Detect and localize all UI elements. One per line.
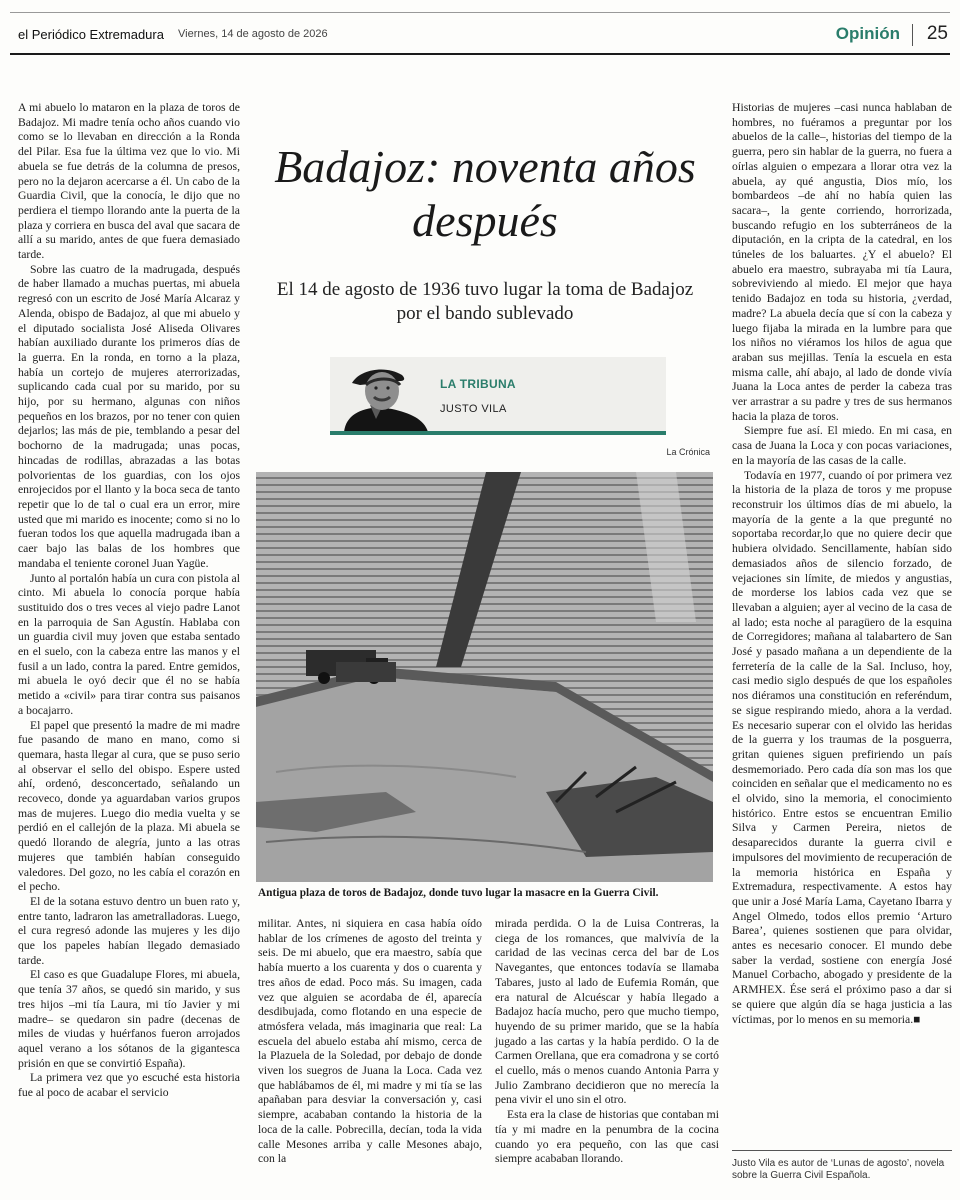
article-column-4 xyxy=(732,101,952,1027)
section-tag: LA TRIBUNA xyxy=(440,377,516,391)
author-name: JUSTO VILA xyxy=(440,403,507,415)
paragraph: Junto al portalón había un cura con pistola al cinto. Mi abuela lo conocía porque había sustituido dos o tres veces al viejo padre Lanot en la parroquia de San Agustín. Hablaba con un guardia civil muy joven que estaba sentado en el suelo, con la cabeza entre las manos y el fusil a un lado, contra la pared. Entre gemidos, mi abuela le oyó decir que él no se había metido a «civil» para tirar contra sus paisanos a bocajarro. xyxy=(18,571,240,717)
author-bio: Justo Vila es autor de ‘Lunas de agosto’, novela sobre la Guerra Civil Española. xyxy=(732,1158,945,1181)
paragraph: Todavía en 1977, cuando oí por primera vez la historia de la plaza de toros y me propuse reconstruir los últimos días de mi abuelo, la mayoría de la gente a la que pregunté no soportaba recordar,lo que no quiere decir que hubiera olvidado. Sencillamente, habían sido demasiados años de silencio forzado, de vejaciones sin límite, de miedos y angustias, de morderse los labios cada vez que se llevaban a alguien; ayer al vecino de la casa de al lado; esta noche al paragüero de la esquina de Corregidores; mañana al talabartero de San José y pasado mañana a un dependiente de la ferretería de la calle de la Sal. Incluso, hoy, casi medio siglo después de que los españoles nos diéramos una constitución en referéndum, se sigue respirando miedo, ahora a la verdad. Es necesario superar con el olvido las heridas de la guerra y los traumas de la posguerra, gritan quienes siguen prefiriendo un país desmemoriado. Pero cada día son mas los que coinciden en señalar que el medicamento no es el olvido, sino la memoria, el conocimiento histórico. Entre estos se encuentran Emilio Silva y Carmen Pereira, nietos de desaparecidos durante la guerra civil e impulsores del movimiento de recuperación de la memoria histórica en España y Extremadura, respectivamente. A estos hay que unir a José María Lama, Cayetano Ibarra y Angel Olmedo, todos ellos premio ‘Arturo Barea’, quienes sostienen que para olvidar, antes es necesario conocer. El mundo debe saber la verdad, sostiene con energía José Manuel Corbacho, abogado y presidente de la ARMHEX. Ése será el próximo paso a dar si se quiere que algún día se haga justicia a las víctimas, por lo menos en su memoria.■ xyxy=(732,468,952,1026)
article-column-1 xyxy=(18,101,240,1101)
paragraph: Siempre fue así. El miedo. En mi casa, en casa de Juana la Loca y con pocas variaciones, en la mayoría de las casas de la calle. xyxy=(732,424,952,467)
masthead[interactable]: el Periódico Extremadura xyxy=(18,27,164,42)
paragraph: El caso es que Guadalupe Flores, mi abuela, que tenía 37 años, se quedó sin marido, y sus tres hijos –mi tía Laura, mi tío Javier y mi madre– se quedaron sin padre (decenas de miles de viudas y huérfanos fueron arrojados aquel verano a los sótanos de la gigantesca prisión en que se convirtió España). xyxy=(18,968,240,1070)
author-box xyxy=(330,357,666,432)
accent-rule xyxy=(330,431,666,435)
article-subtitle: El 14 de agosto de 1936 tuvo lugar la toma de Badajoz por el bando sublevado xyxy=(276,279,694,324)
article-column-2 xyxy=(258,917,482,1167)
paragraph: El de la sotana estuvo dentro un buen rato y, entre tanto, ladraron las ametralladoras. Luego, el cura regresó adonde las mujeres y les dijo que los papeles habían llegado demasiado tarde. xyxy=(18,894,240,967)
photo-credit: La Crónica xyxy=(666,447,710,457)
bio-rule xyxy=(732,1150,952,1151)
photo-caption: Antigua plaza de toros de Badajoz, donde tuvo lugar la masacre en la Guerra Civil. xyxy=(258,887,659,899)
paragraph: A mi abuelo lo mataron en la plaza de toros de Badajoz. Mi madre tenía ocho años cuando vio como se lo llevaban en dirección a la Ronda del Pilar. Esa fue la última vez que lo vio. Mi abuela se fue detrás de la columna de presos, pero no la dejaron acercarse a él. Un cabo de la Guardia Civil, que la conocía, le dijo que no perdiera el tiempo llorando ante la puerta de la plaza y corriera en busca del aval que sacara de allí a su marido, antes de que fuera demasiado tarde. xyxy=(18,101,240,262)
paragraph: El papel que presentó la madre de mi madre fue pasando de mano en mano, como si quemara, hasta llegar al cura, que se puso serio al observar el sello del obispo. Espere usted ahí, ordenó, desconcertado, señalando un recoveco, donde ya aguardaban varios grupos mas de mujeres. Luego dio media vuelta y se perdió en el callejón de la plaza. Mi abuela se quedó llorando de alegría, junto a las otras mujeres que también habían conseguido valedores. Del gozo, no les cabía el corazón en el pecho. xyxy=(18,718,240,894)
paragraph: Sobre las cuatro de la madrugada, después de haber llamado a muchas puertas, mi abuela regresó con un escrito de José María Alcaraz y Alenda, obispo de Badajoz, al que mi abuelo y el diputado socialista José Aliseda Olivares habían auxiliado durante los primeros días de la guerra. En la ronda, en torno a la plaza, había un cortejo de mujeres aterrorizadas, suplicando cada cual por su marido, por su hijo, por su hermano, algunas con niños pequeños en los brazos, por no tener con quien dejarlos; las más de pie, temblando a pesar del bochorno de la madrugada; unas pocas, hincadas de rodillas, abrazadas a las botas polvorientas de los guardias, con los ojos enrojecidos por el llanto y la boca seca de tanto repetir que lo de tal o cual era un error, mire usted que mi marido es inocente; como si no lo fueran todos los que aquella madrugada iban a caer bajo las balas de los hombres que mandaba el teniente coronel Juan Yagüe. xyxy=(18,262,240,570)
paragraph: La primera vez que yo escuché esta historia fue al poco de acabar el servicio xyxy=(18,1071,240,1100)
bullring-photo xyxy=(256,472,713,882)
paragraph: militar. Antes, ni siquiera en casa había oído hablar de los crímenes de agosto del treinta y seis. De mi abuelo, que era maestro, sabía que había muerto a los cuarenta y dos o cuarenta y tres años de edad. Poco más. Su imagen, cada vez que alguien se acordaba de él, aparecía desdibujada, como flotando en una especie de atmósfera velada, más imaginaria que real: La escuela del abuelo estaba ahí mismo, cerca de la Plazuela de la Soledad, por debajo de donde viven los suegros de Juana la Loca. Cada vez que hablábamos de él, mi madre y mi tía se las apañaban para desviar la conversación y, casi siempre, acababan contando la historia de la loca de la calle. Pobrecilla, decían, toda la vida calle Mesones arriba y calle Mesones abajo, con la xyxy=(258,917,482,1166)
article-title: Badajoz: noventa años después xyxy=(274,141,696,246)
header-separator xyxy=(912,24,913,46)
page-header xyxy=(0,0,960,62)
section-label[interactable]: Opinión xyxy=(835,24,900,43)
issue-date: Viernes, 14 de agosto de 2026 xyxy=(178,28,328,40)
paragraph: Historias de mujeres –casi nunca hablaban de hombres, no fuéramos a preguntar por los abuelos de la calle–, historias del tiempo de la guerra, pero sin hablar de la guerra, no fuera a oírlas alguien o empezara a llorar otra vez la abuela, ay qué angustia, Dios mío, los bombardeos –de ahí no había quien las sacara–, la gente corriendo, horrorizada, buscando refugio en los subterráneos de la diputación, en la cripta de la catedral, en los túneles de los baluartes. ¿Y el abuelo? El abuelo era maestro, subrayaba mi tía Laura, sobreviviendo al miedo. El mejor que haya tenido Badajoz en toda su historia, ¿verdad, madre? La abuela decía que sí con la cabeza y luego fijaba la mirada en la lumbre para que los niños no viéramos los hilos de agua que araban sus mejillas. Tenía la escuela en esta misma calle, ahí abajo, al lado de donde vivía Juana la Loca antes de perder la cabeza tras ver arrastrar a su padre y tres de sus hermanos hacia la plaza de toros. xyxy=(732,101,952,423)
paragraph: Esta era la clase de historias que contaban mi tía y mi madre en la penumbra de la cocina cuando yo era pequeño, con las que casi siempre acababan llorando. xyxy=(495,1108,719,1166)
author-portrait xyxy=(330,357,430,432)
header-rule xyxy=(10,53,950,55)
paragraph: mirada perdida. O la de Luisa Contreras, la ciega de los romances, que malvivía de la caridad de las vecinas cerca del bar de Los Navegantes, que entonces todavía se llamaba Tabares, justo al lado de Eufemia Román, que era natural de Alcuéscar y había llegado a Badajoz hacía mucho, pero que mucho tiempo, huyendo de su primer marido, que se la había jugado a las cartas y la había perdido. O la de Carmen Orellana, que era comadrona y se cortó el cuello, más o menos cuando Antonia Parra y Julio Zambrano decidieron que no merecía la pena vivir el uno sin el otro. xyxy=(495,917,719,1107)
article-column-3 xyxy=(495,917,719,1167)
page-number: 25 xyxy=(926,23,948,44)
